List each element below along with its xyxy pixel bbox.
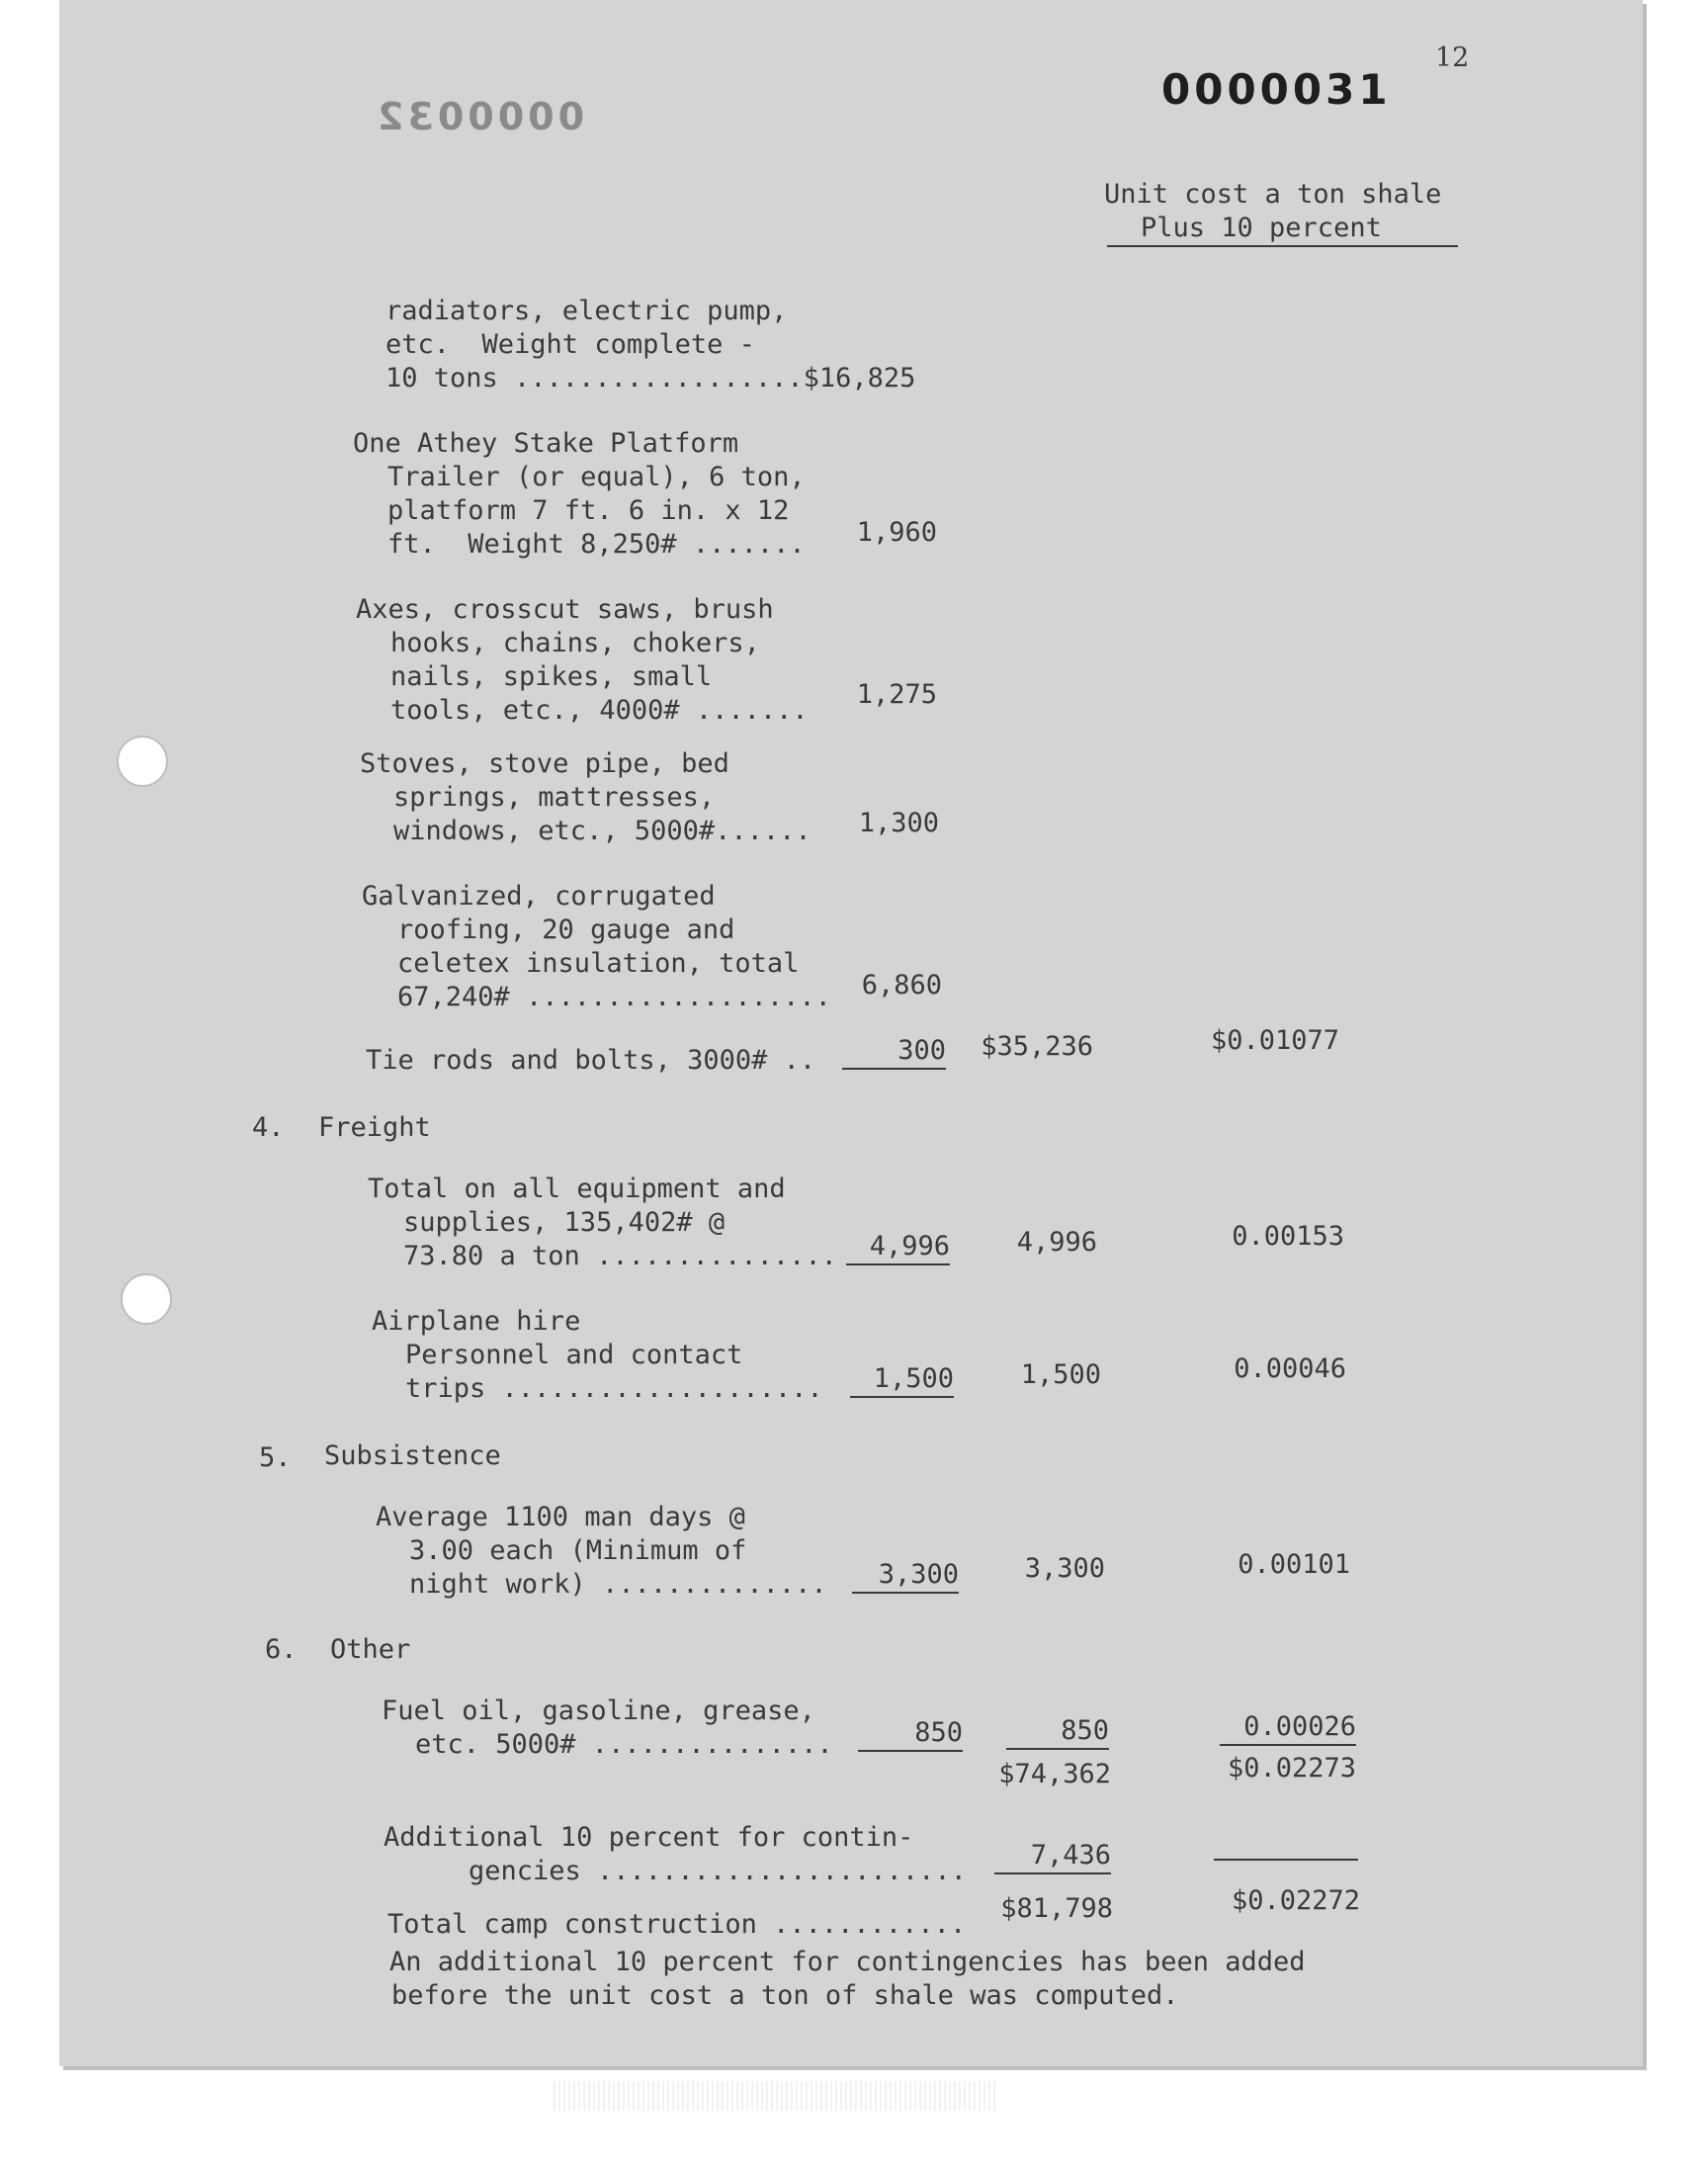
page-number: 12 xyxy=(1435,43,1470,73)
axes-line2: hooks, chains, chokers, xyxy=(390,628,760,658)
fuel-line1: Fuel oil, gasoline, grease, xyxy=(382,1696,815,1726)
other-subtotal: $74,362 xyxy=(998,1759,1111,1789)
other-heading-number: 6. xyxy=(265,1634,298,1665)
fuel-amount: 850 xyxy=(858,1716,963,1752)
axes-amount: 1,275 xyxy=(856,679,937,710)
tie-rods-unit-cost: $0.01077 xyxy=(1210,1025,1339,1056)
subsistence-average-total: 3,300 xyxy=(1024,1553,1105,1584)
subsistence-average-line2: 3.00 each (Minimum of xyxy=(409,1535,747,1566)
tie-rods-line: Tie rods and bolts, 3000# .. xyxy=(366,1045,816,1076)
total-camp-amount: $81,798 xyxy=(1000,1893,1113,1924)
fuel-total: 850 xyxy=(1006,1714,1109,1750)
athey-amount: 1,960 xyxy=(856,517,937,548)
stoves-amount: 1,300 xyxy=(858,808,939,838)
subsistence-heading: Subsistence xyxy=(324,1440,501,1471)
tie-rods-total: $35,236 xyxy=(981,1031,1093,1062)
subsistence-average-unit-cost: 0.00101 xyxy=(1238,1549,1350,1580)
freight-equipment-amount: 4,996 xyxy=(846,1230,950,1265)
tie-rods-amount: 300 xyxy=(842,1034,946,1070)
other-heading: Other xyxy=(330,1634,411,1665)
contingency-line2: gencies ....................... xyxy=(469,1856,967,1886)
subsistence-average-line3: night work) .............. xyxy=(409,1569,827,1600)
freight-heading-number: 4. xyxy=(252,1112,285,1143)
total-camp-line: Total camp construction ............ xyxy=(387,1909,967,1940)
galvanized-line1: Galvanized, corrugated xyxy=(362,881,716,912)
freight-equipment-total: 4,996 xyxy=(1016,1227,1097,1258)
freight-equipment-line2: supplies, 135,402# @ xyxy=(403,1207,726,1238)
subsistence-average-amount: 3,300 xyxy=(852,1558,959,1594)
stoves-line3: windows, etc., 5000#...... xyxy=(393,816,811,846)
column-header-line2: Plus 10 percent xyxy=(1107,212,1458,247)
freight-equipment-unit-cost: 0.00153 xyxy=(1232,1221,1344,1252)
airplane-unit-cost: 0.00046 xyxy=(1234,1353,1346,1384)
total-camp-unit-cost: $0.02272 xyxy=(1231,1885,1360,1916)
column-header-line1: Unit cost a ton shale xyxy=(1104,179,1442,210)
footnote-line2: before the unit cost a ton of shale was computed. xyxy=(391,1980,1179,2011)
other-subtotal-unit-cost: $0.02273 xyxy=(1227,1753,1356,1784)
stoves-line1: Stoves, stove pipe, bed xyxy=(360,748,729,779)
airplane-amount: 1,500 xyxy=(850,1362,954,1398)
axes-line4: tools, etc., 4000# ....... xyxy=(390,695,809,726)
contingency-total: 7,436 xyxy=(994,1839,1111,1874)
subsistence-heading-number: 5. xyxy=(259,1442,292,1473)
athey-line4: ft. Weight 8,250# ....... xyxy=(387,529,806,560)
contingency-unit-cost-blank-rule xyxy=(1214,1859,1358,1861)
galvanized-amount: 6,860 xyxy=(861,970,942,1000)
subsistence-average-line1: Average 1100 man days @ xyxy=(376,1502,745,1532)
document-page xyxy=(59,0,1643,2066)
airplane-line2: Personnel and contact xyxy=(405,1340,743,1370)
radiators-line3: 10 tons ..................$16,825 xyxy=(385,363,916,393)
galvanized-line4: 67,240# ................... xyxy=(397,982,831,1012)
athey-line3: platform 7 ft. 6 in. x 12 xyxy=(387,495,790,526)
freight-equipment-line3: 73.80 a ton ............... xyxy=(403,1241,837,1271)
airplane-total: 1,500 xyxy=(1020,1359,1101,1390)
axes-line1: Axes, crosscut saws, brush xyxy=(356,594,774,625)
mirrored-stamp: 0000032 xyxy=(374,95,585,138)
fuel-line2: etc. 5000# ............... xyxy=(415,1729,833,1760)
freight-heading: Freight xyxy=(318,1112,431,1143)
athey-line1: One Athey Stake Platform xyxy=(353,428,739,459)
galvanized-line3: celetex insulation, total xyxy=(397,948,800,979)
stoves-line2: springs, mattresses, xyxy=(393,782,716,813)
radiators-line1: radiators, electric pump, xyxy=(385,296,788,326)
radiators-line2: etc. Weight complete - xyxy=(385,329,755,360)
footnote-line1: An additional 10 percent for contingencies has been added xyxy=(389,1947,1306,1977)
punch-hole-lower xyxy=(121,1273,172,1325)
airplane-line3: trips .................... xyxy=(405,1373,823,1404)
fuel-unit-cost: 0.00026 xyxy=(1220,1710,1356,1746)
document-stamp-number: 0000031 xyxy=(1161,65,1392,114)
contingency-line1: Additional 10 percent for contin- xyxy=(384,1822,914,1853)
scan-strip xyxy=(554,2081,998,2111)
punch-hole-upper xyxy=(117,736,168,787)
axes-line3: nails, spikes, small xyxy=(390,661,713,692)
airplane-line1: Airplane hire xyxy=(372,1306,581,1337)
freight-equipment-line1: Total on all equipment and xyxy=(368,1174,786,1204)
galvanized-line2: roofing, 20 gauge and xyxy=(397,914,735,945)
athey-line2: Trailer (or equal), 6 ton, xyxy=(387,462,806,492)
